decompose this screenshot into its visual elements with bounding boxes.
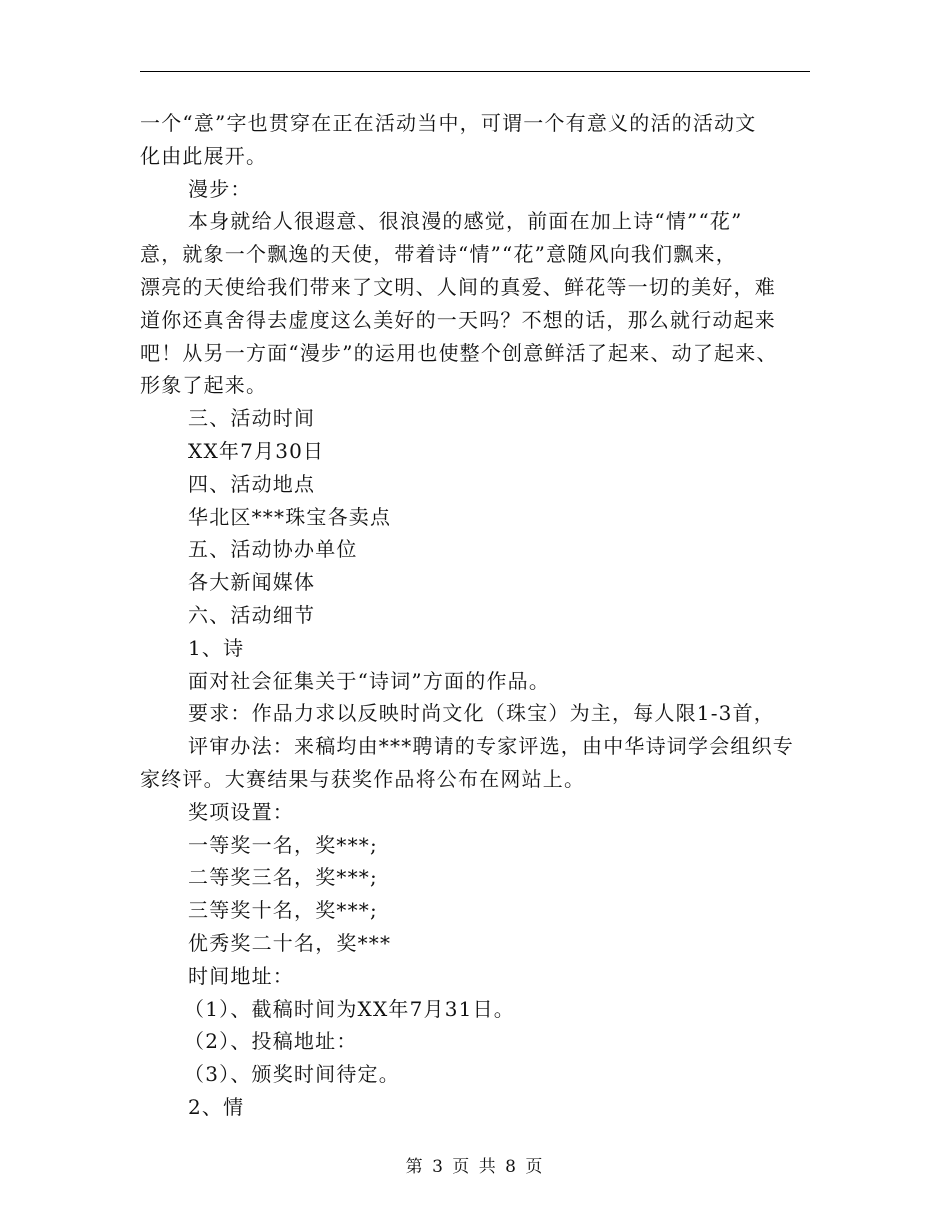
prize-item: 一等奖一名，奖***; <box>188 832 378 857</box>
section-label: 奖项设置： <box>188 799 294 824</box>
subsection-heading: 2、情 <box>188 1094 245 1119</box>
body-line: 评审办法：来稿均由***聘请的专家评选，由中华诗词学会组织专 <box>188 734 794 759</box>
body-line: 各大新闻媒体 <box>188 570 316 595</box>
document-body <box>140 107 812 1124</box>
body-line: XX年7月30日 <box>188 438 325 463</box>
section-label: 漫步： <box>188 176 252 201</box>
section-heading: 六、活动细节 <box>188 602 316 627</box>
list-item: （1）、截稿时间为XX年7月31日。 <box>184 996 515 1021</box>
section-label: 时间地址： <box>188 963 294 988</box>
body-line: 道你还真舍得去虚度这么美好的一天吗？不想的话，那么就行动起来 <box>140 307 776 332</box>
prize-item: 二等奖三名，奖***; <box>188 865 378 890</box>
body-line: 吧！从另一方面“漫步”的运用也使整个创意鲜活了起来、动了起来、 <box>140 340 778 365</box>
subsection-heading: 1、诗 <box>188 635 245 660</box>
list-item: （3）、颁奖时间待定。 <box>184 1062 400 1087</box>
body-line: 本身就给人很遐意、很浪漫的感觉，前面在加上诗“情”“花” <box>188 209 743 234</box>
body-line: 意，就象一个飘逸的天使，带着诗“情”“花”意随风向我们飘来， <box>140 242 737 267</box>
page-number-footer: 第 3 页 共 8 页 <box>405 1157 545 1177</box>
prize-item: 优秀奖二十名，奖*** <box>188 930 392 955</box>
body-line: 面对社会征集关于“诗词”方面的作品。 <box>188 668 551 693</box>
body-line: 家终评。大赛结果与获奖作品将公布在网站上。 <box>140 766 586 791</box>
section-heading: 五、活动协办单位 <box>188 537 358 562</box>
list-item: （2）、投稿地址： <box>184 1029 358 1054</box>
body-line: 漂亮的天使给我们带来了文明、人间的真爱、鲜花等一切的美好，难 <box>140 274 776 299</box>
body-line: 形象了起来。 <box>140 373 268 398</box>
section-heading: 四、活动地点 <box>188 471 316 496</box>
section-heading: 三、活动时间 <box>188 406 316 431</box>
prize-item: 三等奖十名，奖***; <box>188 898 378 923</box>
body-line: 一个“意”字也贯穿在正在活动当中，可谓一个有意义的活的活动文 <box>140 111 757 135</box>
body-line: 要求：作品力求以反映时尚文化（珠宝）为主，每人限1-3首， <box>188 701 776 726</box>
body-line: 化由此展开。 <box>140 143 268 168</box>
header-divider <box>140 71 810 72</box>
body-line: 华北区***珠宝各卖点 <box>188 504 392 529</box>
